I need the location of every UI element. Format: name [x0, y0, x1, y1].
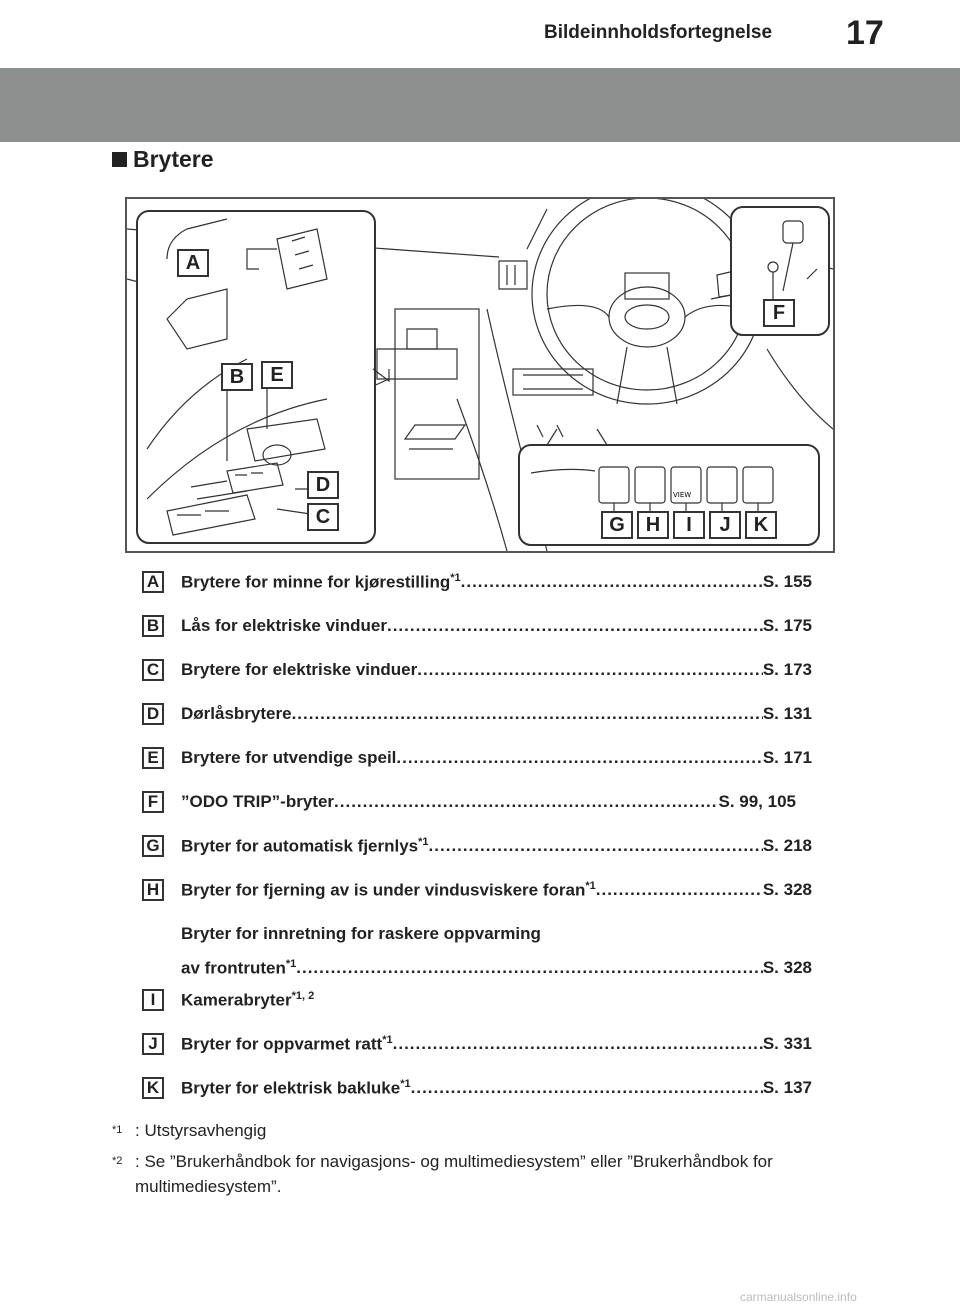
list-item[interactable]	[142, 610, 832, 654]
watermark: carmanualsonline.info	[740, 1290, 857, 1304]
item-sublabel-2: av frontruten	[181, 958, 286, 978]
list-item[interactable]	[142, 1072, 832, 1116]
page-ref-link[interactable]: S. 218	[762, 836, 812, 855]
item-label: Brytere for utvendige speil	[181, 748, 397, 767]
page-ref-link[interactable]: S. 328	[762, 958, 812, 977]
item-letter: F	[142, 791, 164, 813]
callout-i: I	[673, 511, 705, 539]
callout-h: H	[637, 511, 669, 539]
item-footnote: *1	[285, 958, 297, 970]
callout-k: K	[745, 511, 777, 539]
callout-c: C	[307, 503, 339, 531]
item-letter: I	[142, 989, 164, 1011]
footnote-mark: *1	[112, 1124, 123, 1136]
item-label: Bryter for oppvarmet ratt	[181, 1034, 383, 1054]
callout-d: D	[307, 471, 339, 499]
item-letter: E	[142, 747, 164, 769]
footnote-mark: *2	[112, 1155, 123, 1167]
item-label: Dørlåsbrytere	[181, 704, 292, 723]
item-sublabel: Bryter for innretning for raskere oppvarming	[181, 924, 541, 943]
callout-a: A	[177, 249, 209, 277]
footnotes	[112, 1118, 852, 1205]
list-item[interactable]	[142, 786, 832, 830]
list-item[interactable]	[142, 984, 832, 1028]
page-number: 17	[846, 14, 884, 52]
item-label: Kamerabryter	[181, 990, 292, 1010]
item-footnote: *1	[382, 1034, 393, 1046]
callout-j: J	[709, 511, 741, 539]
section-title: Brytere	[133, 146, 214, 172]
callout-g: G	[601, 511, 633, 539]
item-footnote: *1	[450, 572, 461, 584]
item-letter: J	[142, 1033, 164, 1055]
page-ref-link[interactable]: S. 131	[762, 704, 812, 723]
page-ref-link[interactable]: S. 155	[762, 572, 812, 591]
list-item[interactable]	[142, 654, 832, 698]
footnote-text: : Se ”Brukerhåndbok for navigasjons- og multimediesystem” eller ”Brukerhåndbok for multimediesystem”.	[135, 1152, 773, 1196]
footnote-text: : Utstyrsavhengig	[135, 1121, 267, 1140]
item-footnote: *1, 2	[291, 990, 315, 1002]
interior-illustration	[125, 197, 835, 553]
header-title: Bildeinnholdsfortegnelse	[544, 22, 773, 43]
page-ref-link[interactable]: S. 331	[762, 1034, 812, 1053]
list-item[interactable]	[142, 1028, 832, 1072]
list-item[interactable]	[142, 698, 832, 742]
page-ref-link[interactable]: S. 328	[762, 880, 812, 899]
item-label: Bryter for fjerning av is under vindusviskere foran	[181, 880, 586, 900]
page-ref-link[interactable]: S. 175	[762, 616, 812, 635]
item-letter: A	[142, 571, 164, 593]
footnote	[112, 1118, 852, 1143]
item-letter: D	[142, 703, 164, 725]
list-item[interactable]	[142, 566, 832, 610]
item-label: ”ODO TRIP”-bryter	[181, 792, 335, 811]
item-label: Bryter for automatisk fjernlys	[181, 836, 419, 856]
item-footnote: *1	[400, 1078, 411, 1090]
item-letter: B	[142, 615, 164, 637]
square-bullet-icon	[112, 152, 127, 167]
page-ref-link[interactable]: S. 173	[762, 660, 812, 679]
page-ref-link[interactable]: S. 137	[762, 1078, 812, 1097]
page-ref-link[interactable]: S. 99, 105	[718, 792, 796, 811]
item-label: Lås for elektriske vinduer	[181, 616, 387, 635]
item-letter: G	[142, 835, 164, 857]
switch-list	[142, 566, 832, 1116]
page-header	[0, 0, 960, 60]
footnote	[112, 1149, 852, 1199]
list-item[interactable]	[142, 742, 832, 786]
view-button-label: VIEW	[673, 491, 692, 499]
list-item[interactable]	[142, 874, 832, 984]
list-item[interactable]	[142, 830, 832, 874]
item-footnote: *1	[418, 836, 429, 848]
item-label: Brytere for elektriske vinduer	[181, 660, 418, 679]
item-letter: H	[142, 879, 164, 901]
section-heading	[112, 146, 214, 173]
callout-f: F	[763, 299, 795, 327]
callout-b: B	[221, 363, 253, 391]
item-label: Brytere for minne for kjørestilling	[181, 572, 451, 592]
item-footnote: *1	[585, 880, 596, 892]
header-band	[0, 68, 960, 142]
callout-e: E	[261, 361, 293, 389]
item-letter: C	[142, 659, 164, 681]
item-letter: K	[142, 1077, 164, 1099]
page-ref-link[interactable]: S. 171	[762, 748, 812, 767]
item-label: Bryter for elektrisk bakluke	[181, 1078, 401, 1098]
